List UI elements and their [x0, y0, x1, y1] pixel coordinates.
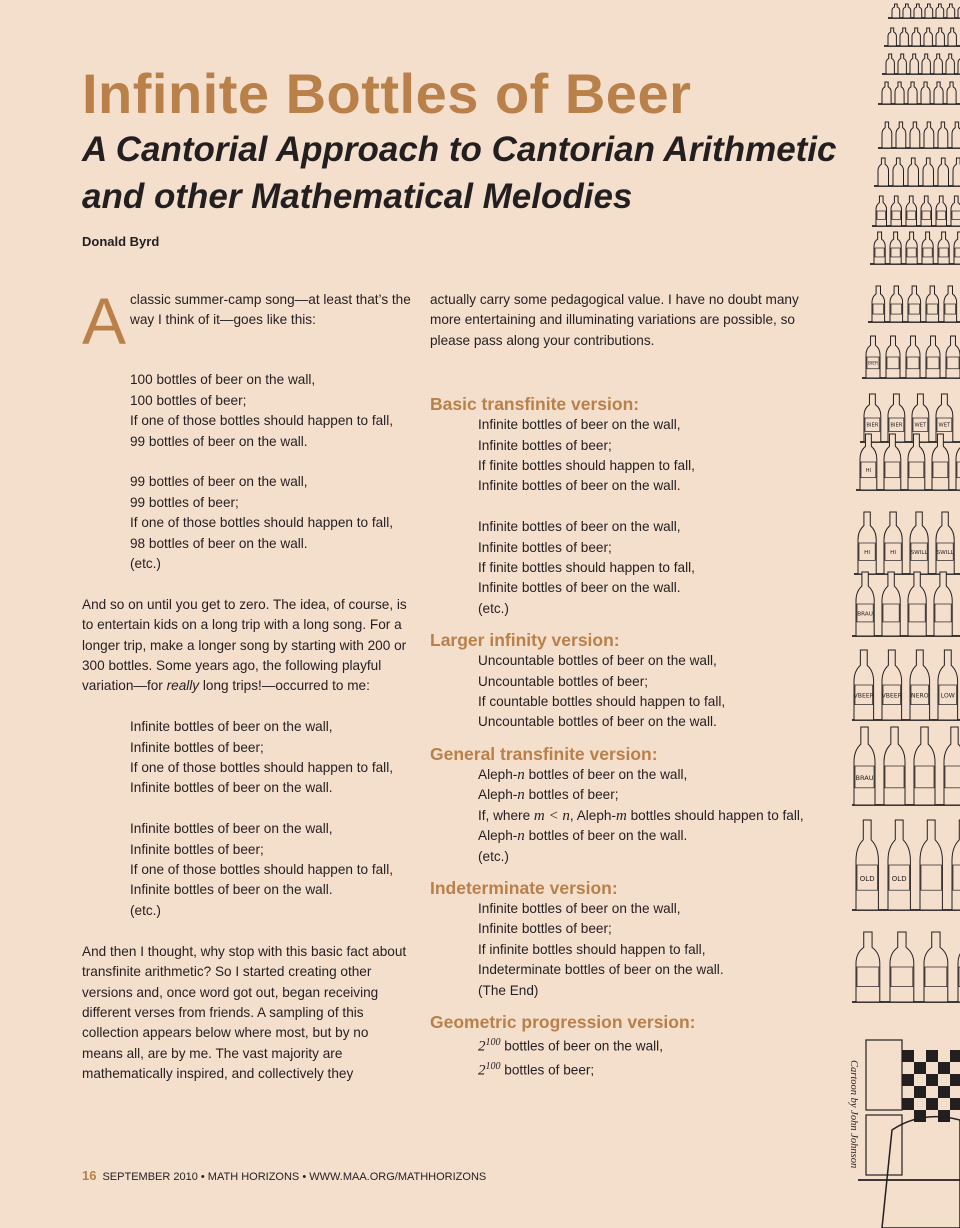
verse-line: 99 bottles of beer; — [130, 494, 239, 510]
bottle-icon — [934, 82, 943, 104]
bottle-icon — [878, 158, 889, 186]
bottle-icon — [888, 28, 896, 46]
checker-square — [938, 1062, 950, 1074]
bottle-icon — [886, 54, 894, 74]
bottle-icon — [947, 82, 956, 104]
verse-line: If infinite bottles should happen to fall, — [478, 941, 706, 957]
bottle-label: BRAU — [855, 774, 874, 783]
intro-paragraph — [82, 284, 412, 358]
body-paragraph: And then I thought, why stop with this basic fact about transfinite arithmetic? So I started creating other versions and, once word got out, began receiving different verses from friends. A sampling of this collection appears below where most, but by no means all, are by me. The vast majority are mathematically inspired, and collectively they — [82, 943, 407, 1082]
verse-line: (etc.) — [478, 600, 509, 616]
bottle-icon — [903, 4, 911, 18]
bottle-icon — [892, 4, 900, 18]
verse-line: Infinite bottles of beer; — [130, 739, 264, 755]
bottle-icon — [914, 4, 922, 18]
checker-square — [902, 1050, 914, 1062]
verse-line: Infinite bottles of beer; — [478, 437, 612, 453]
verse-line: (The End) — [478, 982, 539, 998]
checker-square — [914, 1110, 926, 1122]
bottle-icon — [908, 82, 917, 104]
bottle-icon — [882, 122, 892, 148]
verse-line: (etc.) — [130, 902, 161, 918]
bottle-icon — [924, 28, 932, 46]
checker-square — [914, 1062, 926, 1074]
checker-square — [926, 1074, 938, 1086]
verse-basic-b — [478, 517, 830, 619]
verse-larger — [478, 651, 830, 733]
bottle-icon — [948, 28, 956, 46]
verse-line: 98 bottles of beer on the wall. — [130, 535, 308, 551]
bottle-icon — [947, 4, 955, 18]
bottle-icon — [900, 28, 908, 46]
verse-line: If one of those bottles should happen to fall, — [130, 862, 394, 878]
verse-line: If one of those bottles should happen to fall, — [130, 413, 394, 429]
bottle-label: HI — [865, 468, 872, 475]
bottle-label: OLD — [859, 875, 875, 884]
page-number: 16 — [82, 1168, 97, 1183]
verse-line: Infinite bottles of beer on the wall, — [130, 821, 333, 837]
article-title: Infinite Bottles of Beer — [82, 62, 692, 125]
bottle-icon — [938, 122, 948, 148]
bottle-icon — [953, 158, 960, 186]
keg-icon — [866, 1040, 902, 1110]
checker-square — [926, 1050, 938, 1062]
bottle-label: HI — [890, 550, 897, 557]
verse-indeterminate — [478, 899, 830, 1001]
verse-line: Aleph-n bottles of beer on the wall, — [478, 766, 688, 783]
bottle-label: WET — [938, 422, 951, 429]
verse-general — [478, 765, 830, 867]
bottle-icon — [895, 82, 904, 104]
verse-geometric — [478, 1033, 830, 1081]
verse-line: Infinite bottles of beer; — [478, 539, 612, 555]
verse-line: $2^{100}$ bottles of beer; — [478, 1060, 595, 1079]
bottle-label: SWILL — [910, 550, 928, 557]
bottle-label: BIER — [866, 422, 879, 429]
intro-text: classic summer-camp song—at least that’s the way I think of it—goes like this: — [130, 292, 411, 328]
bottle-icon — [910, 122, 920, 148]
verse-line: If one of those bottles should happen to fall, — [130, 515, 394, 531]
bottle-icon — [936, 4, 944, 18]
bottle-icon — [946, 54, 954, 74]
verse-100-bottles — [130, 370, 412, 452]
verse-line: Uncountable bottles of beer; — [478, 673, 649, 689]
drop-cap: A — [82, 284, 127, 358]
verse-line: Uncountable bottles of beer on the wall, — [478, 653, 717, 669]
verse-line: Infinite bottles of beer on the wall, — [478, 519, 681, 535]
verse-line: If, where m < n, Aleph-m bottles should happen to fall, — [478, 807, 804, 824]
section-heading-larger: Larger infinity version: — [430, 630, 620, 651]
verse-line: Uncountable bottles of beer on the wall. — [478, 714, 717, 730]
page-footer — [82, 1168, 486, 1185]
verse-line: Infinite bottles of beer on the wall. — [478, 580, 681, 596]
verse-infinite-2 — [130, 819, 412, 921]
bottle-icon — [912, 28, 920, 46]
verse-line: 100 bottles of beer; — [130, 392, 247, 408]
beer-shelves-cartoon — [852, 0, 960, 1228]
verse-line: Infinite bottles of beer on the wall, — [130, 719, 333, 735]
bottle-icon — [910, 54, 918, 74]
verse-line: Infinite bottles of beer on the wall, — [478, 417, 681, 433]
bottle-icon — [898, 54, 906, 74]
verse-basic-a — [478, 415, 830, 497]
bottle-icon — [924, 122, 934, 148]
bottle-icon — [908, 158, 919, 186]
body-paragraph: actually carry some pedagogical value. I have no doubt many more entertaining and illuminating variations are possible, so please pass along your contributions. — [430, 292, 799, 348]
bottle-label: OLD — [891, 875, 907, 884]
verse-line: 99 bottles of beer on the wall, — [130, 474, 308, 490]
bottle-icon — [896, 122, 906, 148]
bottle-label: VBEER — [881, 692, 902, 700]
verse-line: Infinite bottles of beer on the wall. — [130, 780, 333, 796]
article-subtitle: A Cantorial Approach to Cantorian Arithmetic and other Mathematical Melodies — [82, 130, 837, 216]
section-heading-indeterminate: Indeterminate version: — [430, 877, 618, 898]
verse-line: Infinite bottles of beer on the wall. — [478, 478, 681, 494]
bottle-label: WET — [914, 422, 927, 429]
section-heading-general: General transfinite version: — [430, 743, 658, 764]
cartoon-credit: Cartoon by John Johnson — [848, 1060, 859, 1169]
body-paragraph: And so on until you get to zero. The idea, of course, is to entertain kids on a long trip with a long song. For a longer trip, make a longer song by starting with 200 or 300 bottles. Some years ago, the following playful variation—for really long trips!—occurred to me: — [82, 596, 407, 694]
checker-square — [950, 1098, 960, 1110]
right-column — [430, 290, 830, 1081]
author-byline: Donald Byrd — [82, 234, 160, 249]
verse-line: Infinite bottles of beer on the wall. — [130, 882, 333, 898]
verse-line: If finite bottles should happen to fall, — [478, 560, 695, 576]
bottle-label: LOW — [940, 692, 955, 700]
verse-line: (etc.) — [478, 848, 509, 864]
verse-line: Infinite bottles of beer on the wall, — [478, 900, 681, 916]
verse-line: Infinite bottles of beer; — [478, 921, 612, 937]
bottle-icon — [922, 54, 930, 74]
checker-square — [902, 1074, 914, 1086]
verse-infinite-1 — [130, 717, 412, 799]
bottle-icon — [923, 158, 934, 186]
checker-square — [938, 1110, 950, 1122]
checker-square — [938, 1086, 950, 1098]
footer-text: SEPTEMBER 2010 • MATH HORIZONS • WWW.MAA.ORG/MATHHORIZONS — [102, 1171, 487, 1183]
bottle-label: SWILL — [936, 550, 954, 557]
bottle-icon — [936, 28, 944, 46]
bottle-icon — [938, 158, 949, 186]
bottle-label: BIER — [890, 422, 903, 429]
checker-square — [902, 1098, 914, 1110]
left-column — [82, 284, 412, 1085]
bottle-icon — [934, 54, 942, 74]
bottle-icon — [921, 82, 930, 104]
bottle-icon — [925, 4, 933, 18]
bottle-label: NERO — [911, 692, 929, 700]
verse-line: If finite bottles should happen to fall, — [478, 458, 695, 474]
checker-square — [950, 1050, 960, 1062]
checker-square — [926, 1098, 938, 1110]
verse-line: If one of those bottles should happen to fall, — [130, 760, 394, 776]
bottle-label: VBEER — [853, 692, 874, 700]
bottle-icon — [882, 82, 891, 104]
checker-square — [950, 1074, 960, 1086]
verse-line: $2^{100}$ bottles of beer on the wall, — [478, 1036, 663, 1055]
bottle-label: BRAU — [857, 611, 873, 618]
verse-line: Aleph-n bottles of beer on the wall. — [478, 828, 688, 845]
section-heading-basic: Basic transfinite version: — [430, 394, 640, 415]
bottle-icon — [893, 158, 904, 186]
verse-99-bottles — [130, 472, 412, 574]
verse-line: (etc.) — [130, 556, 161, 572]
keg-icon — [866, 1115, 902, 1175]
bottle-label: HI — [864, 550, 871, 557]
bottle-label: BIER — [867, 361, 879, 367]
bottle-icon — [952, 122, 960, 148]
verse-line: Indeterminate bottles of beer on the wall. — [478, 962, 724, 978]
verse-line: 99 bottles of beer on the wall. — [130, 433, 308, 449]
verse-line: Aleph-n bottles of beer; — [478, 787, 619, 804]
figure-outline — [882, 1117, 960, 1228]
section-heading-geometric: Geometric progression version: — [430, 1011, 696, 1032]
checker-square — [914, 1086, 926, 1098]
verse-line: 100 bottles of beer on the wall, — [130, 372, 316, 388]
verse-line: Infinite bottles of beer; — [130, 841, 264, 857]
verse-line: If countable bottles should happen to fall, — [478, 694, 726, 710]
